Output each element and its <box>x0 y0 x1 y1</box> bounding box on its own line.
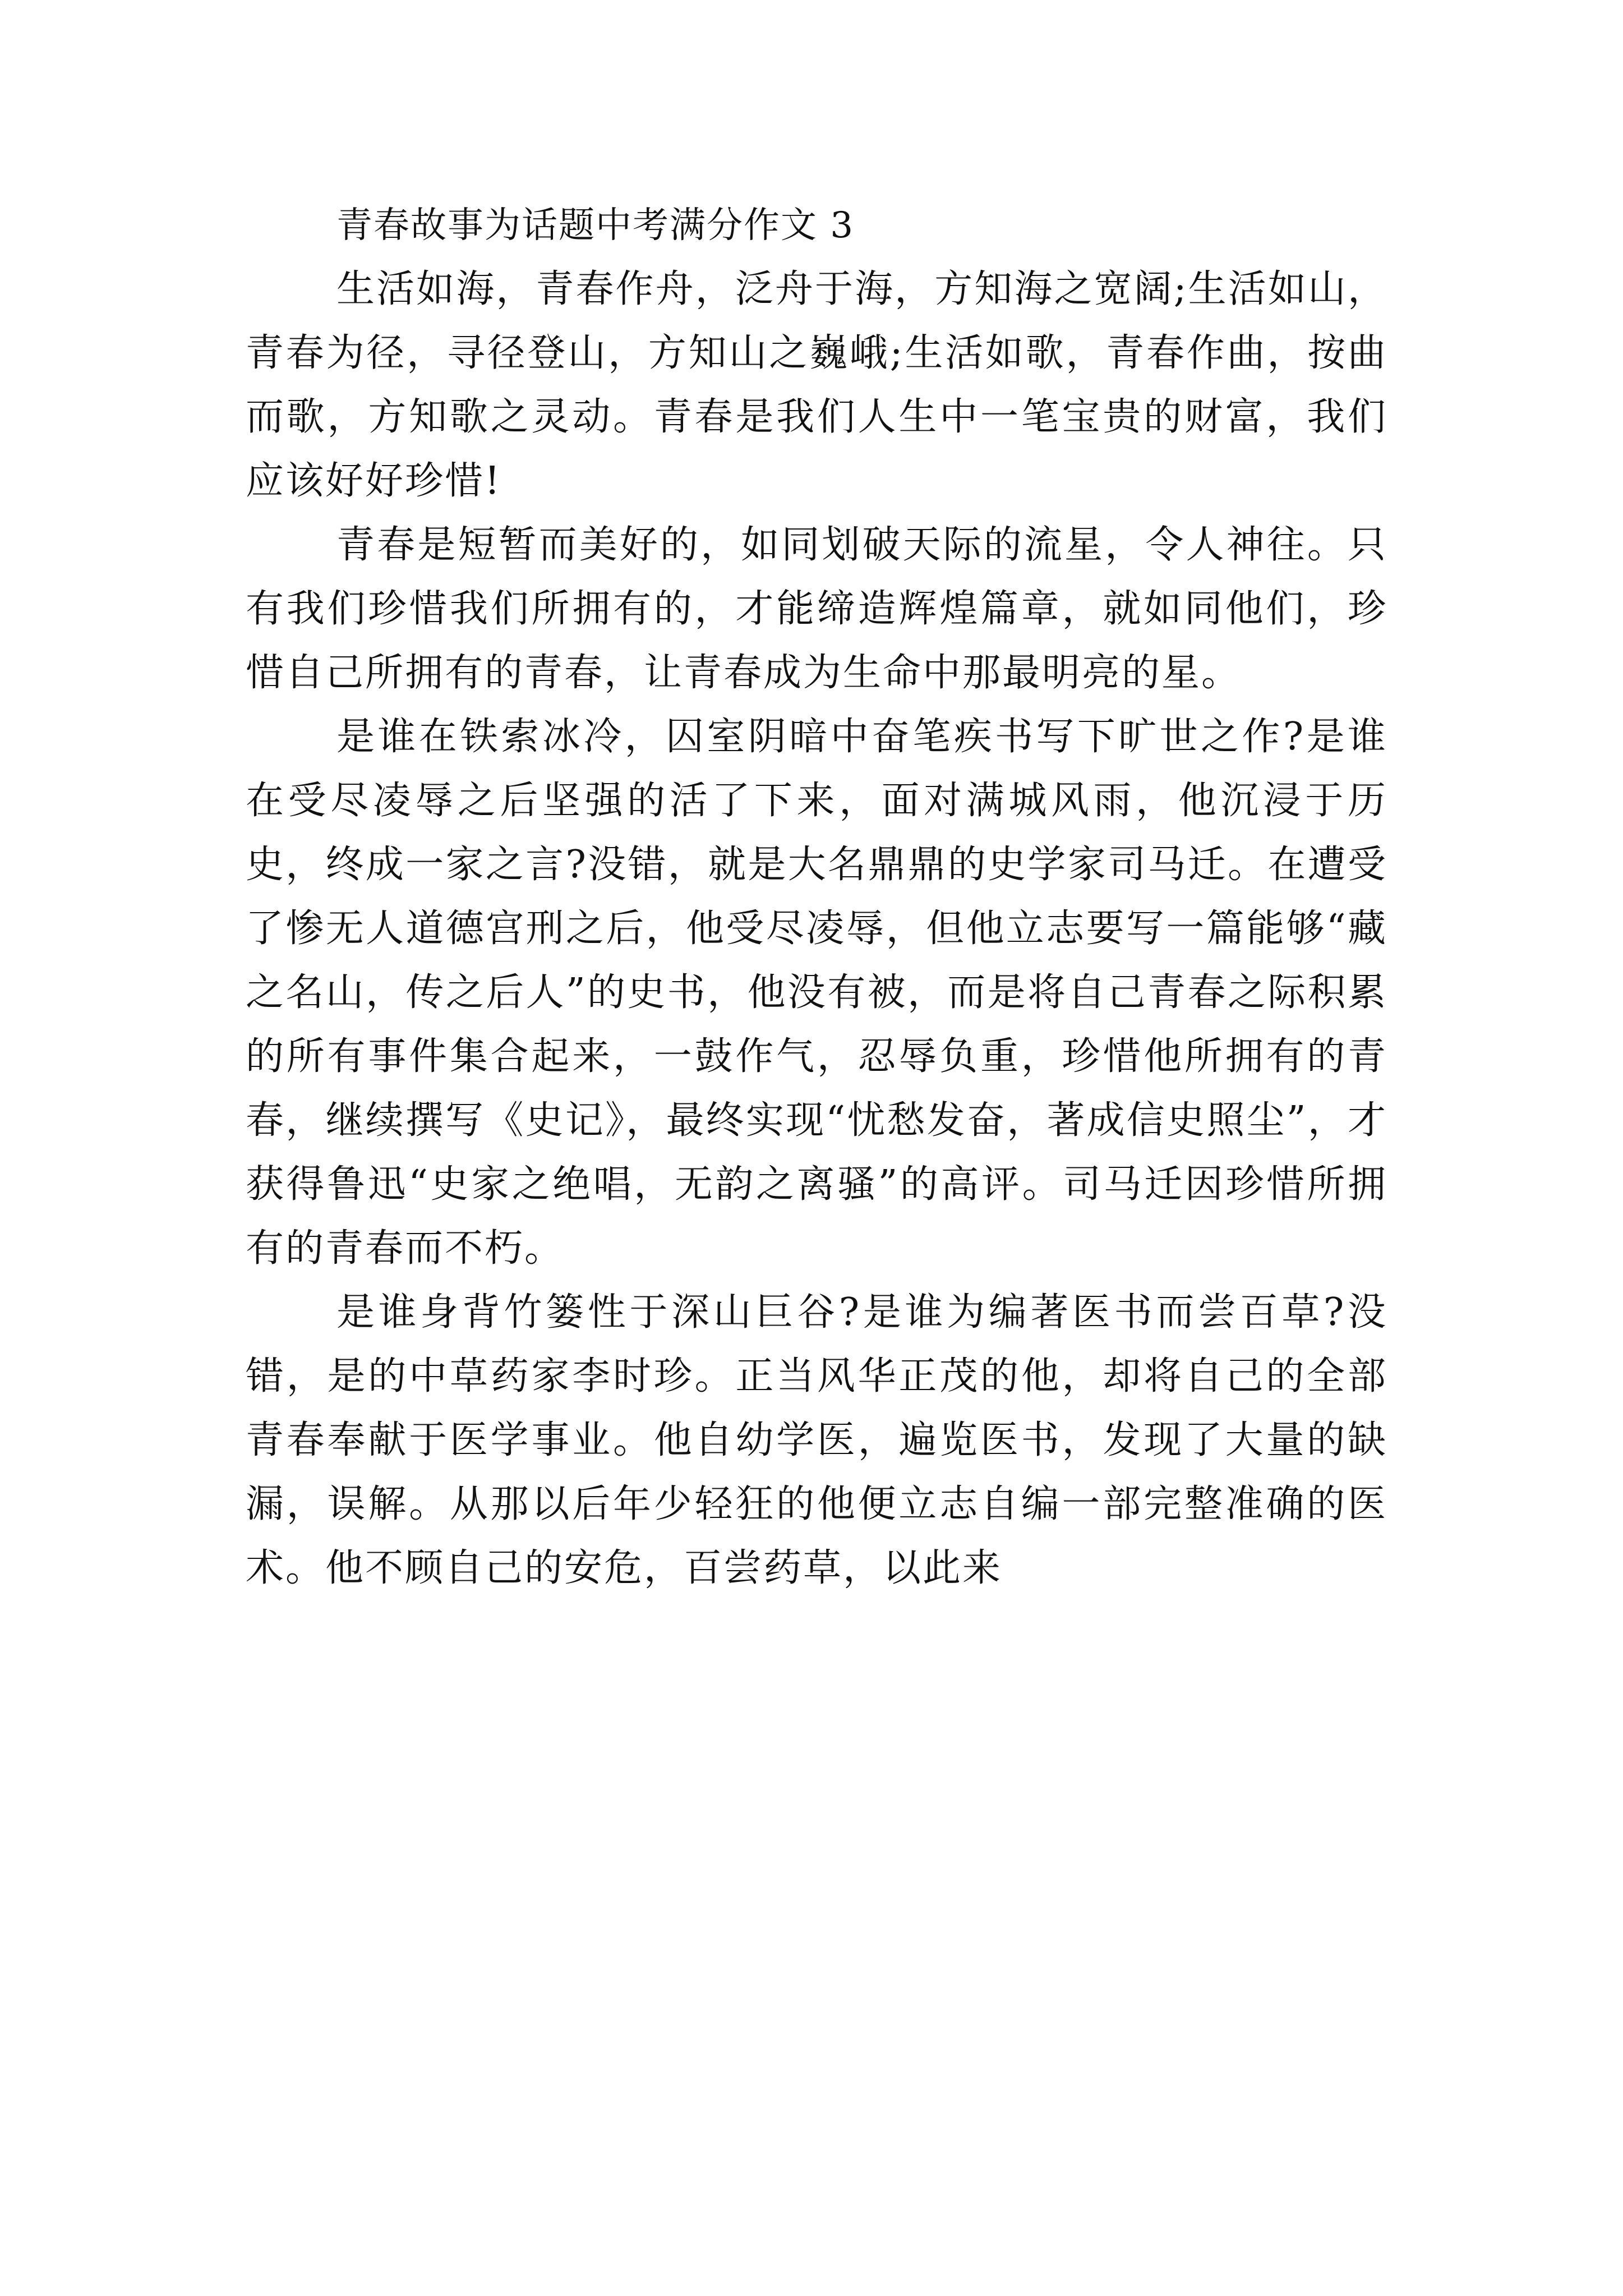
paragraph-4: 是谁身背竹篓性于深山巨谷?是谁为编著医书而尝百草?没错，是的中草药家李时珍。正当风华正茂的他，却将自己的全部青春奉献于医学事业。他自幼学医，遍览医书，发现了大量的缺漏，误解。从那以后年少轻狂的他便立志自编一部完整准确的医术。他不顾自己的安危，百尝药草，以此来 <box>246 1290 1387 1590</box>
document-body <box>246 194 1387 1600</box>
paragraph-3: 是谁在铁索冰冷，囚室阴暗中奋笔疾书写下旷世之作?是谁在受尽凌辱之后坚强的活了下来，面对满城风雨，他沉浸于历史，终成一家之言?没错，就是大名鼎鼎的史学家司马迁。在遭受了惨无人道德宫刑之后，他受尽凌辱，但他立志要写一篇能够“藏之名山，传之后人”的史书，他没有被，而是将自己青春之际积累的所有事件集合起来，一鼓作气，忍辱负重，珍惜他所拥有的青春，继续撰写《史记》，最终实现“忧愁发奋，著成信史照尘”，才获得鲁迅“史家之绝唱，无韵之离骚”的高评。司马迁因珍惜所拥有的青春而不朽。 <box>246 715 1387 1271</box>
paragraph-2: 青春是短暂而美好的，如同划破天际的流星，令人神往。只有我们珍惜我们所拥有的，才能缔造辉煌篇章，就如同他们，珍惜自己所拥有的青春，让青春成为生命中那最明亮的星。 <box>246 523 1387 695</box>
document-title: 青春故事为话题中考满分作文 3 <box>336 205 855 246</box>
paragraph-1: 生活如海，青春作舟，泛舟于海，方知海之宽阔;生活如山，青春为径，寻径登山，方知山之巍峨;生活如歌，青春作曲，按曲而歌，方知歌之灵动。青春是我们人生中一笔宝贵的财富，我们应该好好珍惜! <box>246 267 1387 503</box>
